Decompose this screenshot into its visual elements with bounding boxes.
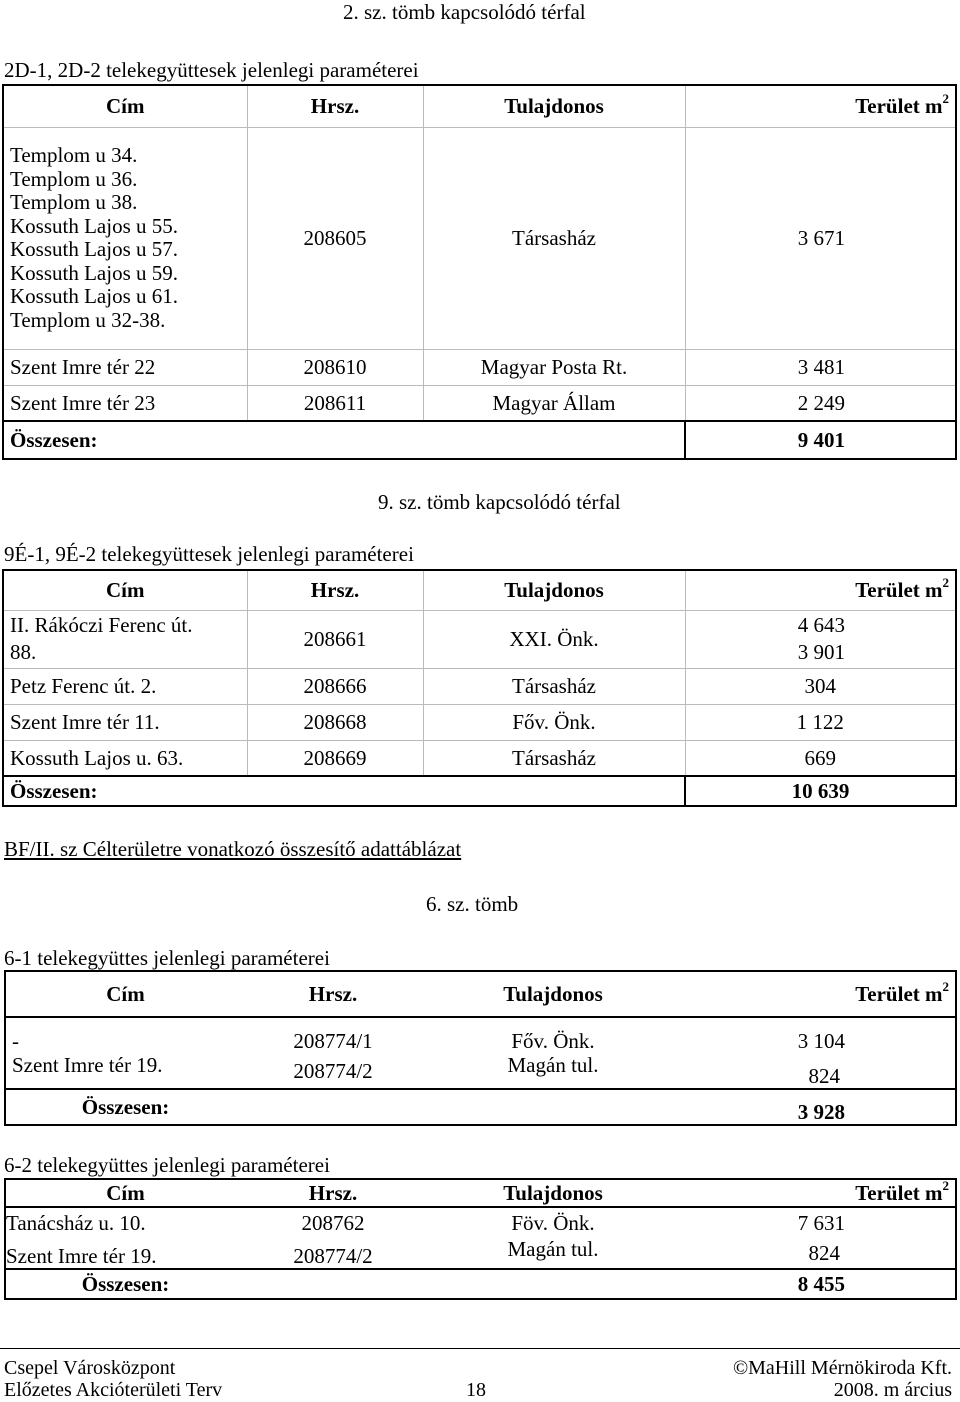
footer-plan-title: Előzetes Akcióterületi Terv <box>4 1379 223 1401</box>
area-cell: 2 249 <box>685 385 956 421</box>
col-header-cim: Cím <box>106 94 145 119</box>
col-header-hrsz: Hrsz. <box>308 1181 358 1205</box>
hrsz-cell: 208774/1 <box>245 1017 421 1053</box>
total-value: 8 455 <box>685 1269 956 1299</box>
hrsz-cell: 208605 <box>247 127 423 349</box>
address-cell: Tanácsház u. 10. <box>5 1207 245 1237</box>
table-row <box>3 127 956 349</box>
address-cell: Szent Imre tér 22 <box>3 349 247 385</box>
col-header-hrsz: Hrsz. <box>247 85 423 127</box>
hrsz-cell: 208611 <box>247 385 423 421</box>
area-cell: 1 122 <box>685 704 956 740</box>
owner-cell: Magán tul. <box>507 1053 599 1077</box>
area-cell: 3 481 <box>685 349 956 385</box>
col-header-hrsz: Hrsz. <box>247 570 423 610</box>
owner-cell: Föv. Önk. <box>421 1207 685 1237</box>
total-label: Összesen: <box>5 1269 245 1299</box>
owner-cell: Főv. Önk. <box>423 704 685 740</box>
section3-heading: 6. sz. tömb <box>426 892 519 916</box>
table-9e <box>2 569 957 807</box>
hrsz-cell: 208762 <box>245 1207 421 1237</box>
address-cell: Szent Imre tér 19. <box>12 1053 163 1077</box>
address-cell: Petz Ferenc út. 2. <box>3 668 247 704</box>
hrsz-cell: 208774/2 <box>293 1058 373 1083</box>
footer-copyright: ©MaHill Mérnökiroda Kft. <box>732 1357 952 1379</box>
total-label: Összesen: <box>5 1089 245 1125</box>
address-list <box>3 127 247 349</box>
hrsz-cell: 208668 <box>247 704 423 740</box>
area-cell: 3 104 <box>685 1017 956 1053</box>
hrsz-cell: 208774/2 <box>293 1244 373 1268</box>
address-cell: - <box>5 1017 245 1053</box>
table-row <box>3 740 956 776</box>
owner-cell: Magán tul. <box>507 1237 599 1261</box>
section2-subtitle: 9É-1, 9É-2 telekegyüttesek jelenlegi paraméterei <box>4 542 414 566</box>
address-cell: Szent Imre tér 11. <box>3 704 247 740</box>
owner-cell: Társasház <box>423 668 685 704</box>
address-item: Templom u 36. <box>10 166 138 191</box>
hrsz-cell: 208669 <box>247 740 423 776</box>
hrsz-cell: 208661 <box>247 610 423 668</box>
owner-cell: Társasház <box>423 740 685 776</box>
col-header-terulet: Terület $m^2$ <box>855 1178 949 1205</box>
address-item: Kossuth Lajos u 59. <box>10 260 178 285</box>
table-row <box>3 610 956 668</box>
table-6-2 <box>4 1178 957 1300</box>
table-row <box>5 1053 956 1089</box>
footer-date: 2008. m árcius <box>833 1379 952 1401</box>
table-row <box>3 704 956 740</box>
table-row <box>3 349 956 385</box>
table-row <box>3 668 956 704</box>
total-label: Összesen: <box>3 776 247 806</box>
hrsz-cell: 208610 <box>247 349 423 385</box>
address-item: Kossuth Lajos u 57. <box>10 237 178 261</box>
owner-cell: Magyar Állam <box>423 385 685 421</box>
owner-cell: XXI. Önk. <box>423 610 685 668</box>
section1-heading: 2. sz. tömb kapcsolódó térfal <box>343 0 586 24</box>
hrsz-cell: 208666 <box>247 668 423 704</box>
area-cell <box>685 610 956 668</box>
owner-cell: Magyar Posta Rt. <box>423 349 685 385</box>
col-header-cim: Cím <box>106 1181 145 1205</box>
footer-rule <box>0 1348 960 1349</box>
col-header-terulet: Terület $m^2$ <box>685 570 956 610</box>
col-header-tulajdonos: Tulajdonos <box>423 570 685 610</box>
section3-subtitle: 6-1 telekegyüttes jelenlegi paraméterei <box>4 946 330 970</box>
total-row <box>3 776 956 806</box>
address-item: Templom u 34. <box>10 143 138 167</box>
col-header-cim: Cím <box>106 578 145 603</box>
col-header-tulajdonos: Tulajdonos <box>503 982 603 1006</box>
total-row <box>3 421 956 459</box>
total-label: Összesen: <box>3 421 247 459</box>
total-value: 9 401 <box>685 421 956 459</box>
address-item: Templom u 38. <box>10 190 138 214</box>
col-header-tulajdonos: Tulajdonos <box>423 85 685 127</box>
area-cell: 669 <box>685 740 956 776</box>
section4-subtitle: 6-2 telekegyüttes jelenlegi paraméterei <box>4 1153 330 1177</box>
area-line: 3 901 <box>797 640 845 664</box>
total-row <box>5 1089 956 1125</box>
address-cell: Szent Imre tér 23 <box>3 385 247 421</box>
bf-heading: BF/II. sz Célterületre vonatkozó összesítő adattáblázat <box>4 837 462 861</box>
address-cell <box>3 610 247 668</box>
address-cell: Kossuth Lajos u. 63. <box>3 740 247 776</box>
owner-cell: Társasház <box>423 127 685 349</box>
address-line: 88. <box>10 640 37 664</box>
table-row <box>5 1237 956 1269</box>
address-item: Kossuth Lajos u 55. <box>10 213 178 238</box>
address-line: II. Rákóczi Ferenc út. <box>10 613 193 637</box>
area-cell: 3 671 <box>685 127 956 349</box>
col-header-terulet: Terület $m^2$ <box>855 979 949 1006</box>
area-cell: 824 <box>808 1064 840 1088</box>
area-cell: 304 <box>685 668 956 704</box>
col-header-hrsz: Hrsz. <box>308 982 358 1006</box>
area-line: 4 643 <box>797 613 845 637</box>
page-number: 18 <box>466 1379 486 1401</box>
col-header-cim: Cím <box>106 982 145 1006</box>
area-cell: 7 631 <box>685 1207 956 1237</box>
area-cell: 824 <box>808 1240 840 1265</box>
owner-cell: Főv. Önk. <box>421 1017 685 1053</box>
table-row <box>3 385 956 421</box>
total-row <box>5 1269 956 1299</box>
table-row <box>5 1017 956 1053</box>
col-header-terulet: Terület $m^2$ <box>685 85 956 127</box>
section1-subtitle: 2D-1, 2D-2 telekegyüttesek jelenlegi paraméterei <box>4 58 419 82</box>
table-2d <box>2 84 957 460</box>
section2-heading: 9. sz. tömb kapcsolódó térfal <box>378 490 621 514</box>
table-row <box>5 1207 956 1237</box>
total-value: 10 639 <box>685 776 956 806</box>
address-item: Templom u 32-38. <box>10 307 166 332</box>
address-cell: Szent Imre tér 19. <box>6 1244 157 1268</box>
address-item: Kossuth Lajos u 61. <box>10 284 178 308</box>
col-header-tulajdonos: Tulajdonos <box>503 1181 603 1205</box>
total-value: 3 928 <box>685 1089 956 1125</box>
footer-project: Csepel Városközpont <box>4 1357 176 1379</box>
table-6-1 <box>4 970 957 1126</box>
